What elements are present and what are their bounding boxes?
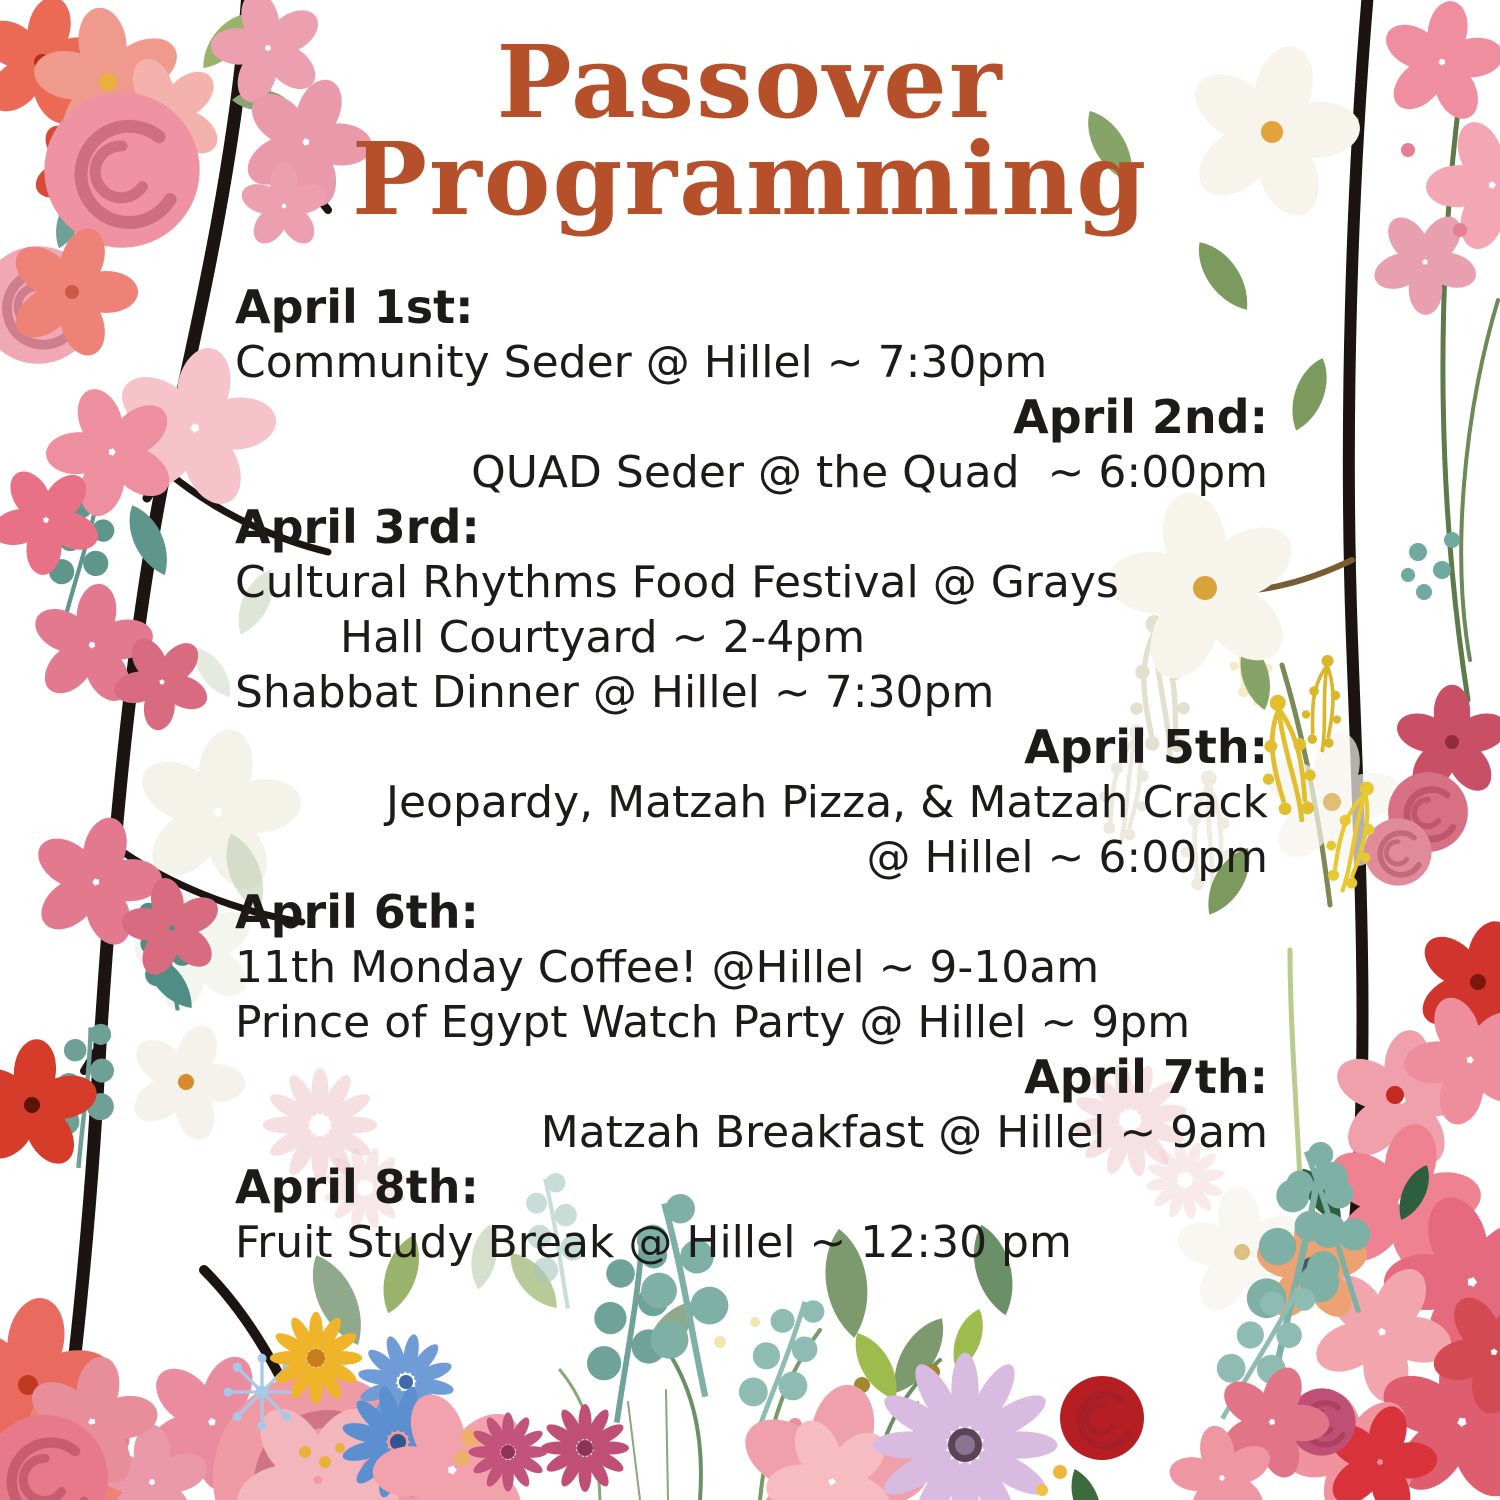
schedule-date: April 3rd: (235, 500, 480, 554)
schedule-day (235, 885, 1268, 1050)
schedule-day (235, 280, 1268, 390)
title-line-1: Passover (496, 23, 1004, 141)
schedule-event: Prince of Egypt Watch Party @ Hillel ~ 9pm (235, 997, 1191, 1048)
schedule-date: April 5th: (1024, 720, 1268, 774)
schedule-event: Community Seder @ Hillel ~ 7:30pm (235, 337, 1048, 388)
poster-title (0, 23, 1500, 238)
title-line-2: Programming (351, 120, 1149, 238)
schedule-day (235, 1050, 1268, 1160)
schedule-date: April 8th: (235, 1160, 479, 1214)
schedule-event: 11th Monday Coffee! @Hillel ~ 9-10am (235, 942, 1100, 993)
schedule-date: April 1st: (235, 280, 474, 334)
schedule-date: April 6th: (235, 885, 479, 939)
schedule-date: April 2nd: (1013, 390, 1268, 444)
schedule (235, 280, 1268, 1270)
schedule-event: Hall Courtyard ~ 2-4pm (340, 612, 866, 663)
schedule-day (235, 500, 1268, 720)
schedule-event: Matzah Breakfast @ Hillel ~ 9am (540, 1107, 1268, 1158)
schedule-day (235, 720, 1268, 885)
schedule-event: QUAD Seder @ the Quad ~ 6:00pm (471, 447, 1268, 498)
schedule-event: Cultural Rhythms Food Festival @ Grays (235, 557, 1119, 608)
blue-puff-flower (224, 1354, 301, 1431)
schedule-event: Shabbat Dinner @ Hillel ~ 7:30pm (235, 667, 995, 718)
schedule-date: April 7th: (1024, 1050, 1268, 1104)
red-rose-flower (1036, 1376, 1144, 1500)
schedule-event: Fruit Study Break @ Hillel ~ 12:30 pm (235, 1217, 1072, 1268)
schedule-day (235, 390, 1268, 500)
schedule-day (235, 1160, 1268, 1270)
schedule-event: @ Hillel ~ 6:00pm (866, 832, 1268, 883)
schedule-event: Jeopardy, Matzah Pizza, & Matzah Crack (386, 777, 1268, 828)
